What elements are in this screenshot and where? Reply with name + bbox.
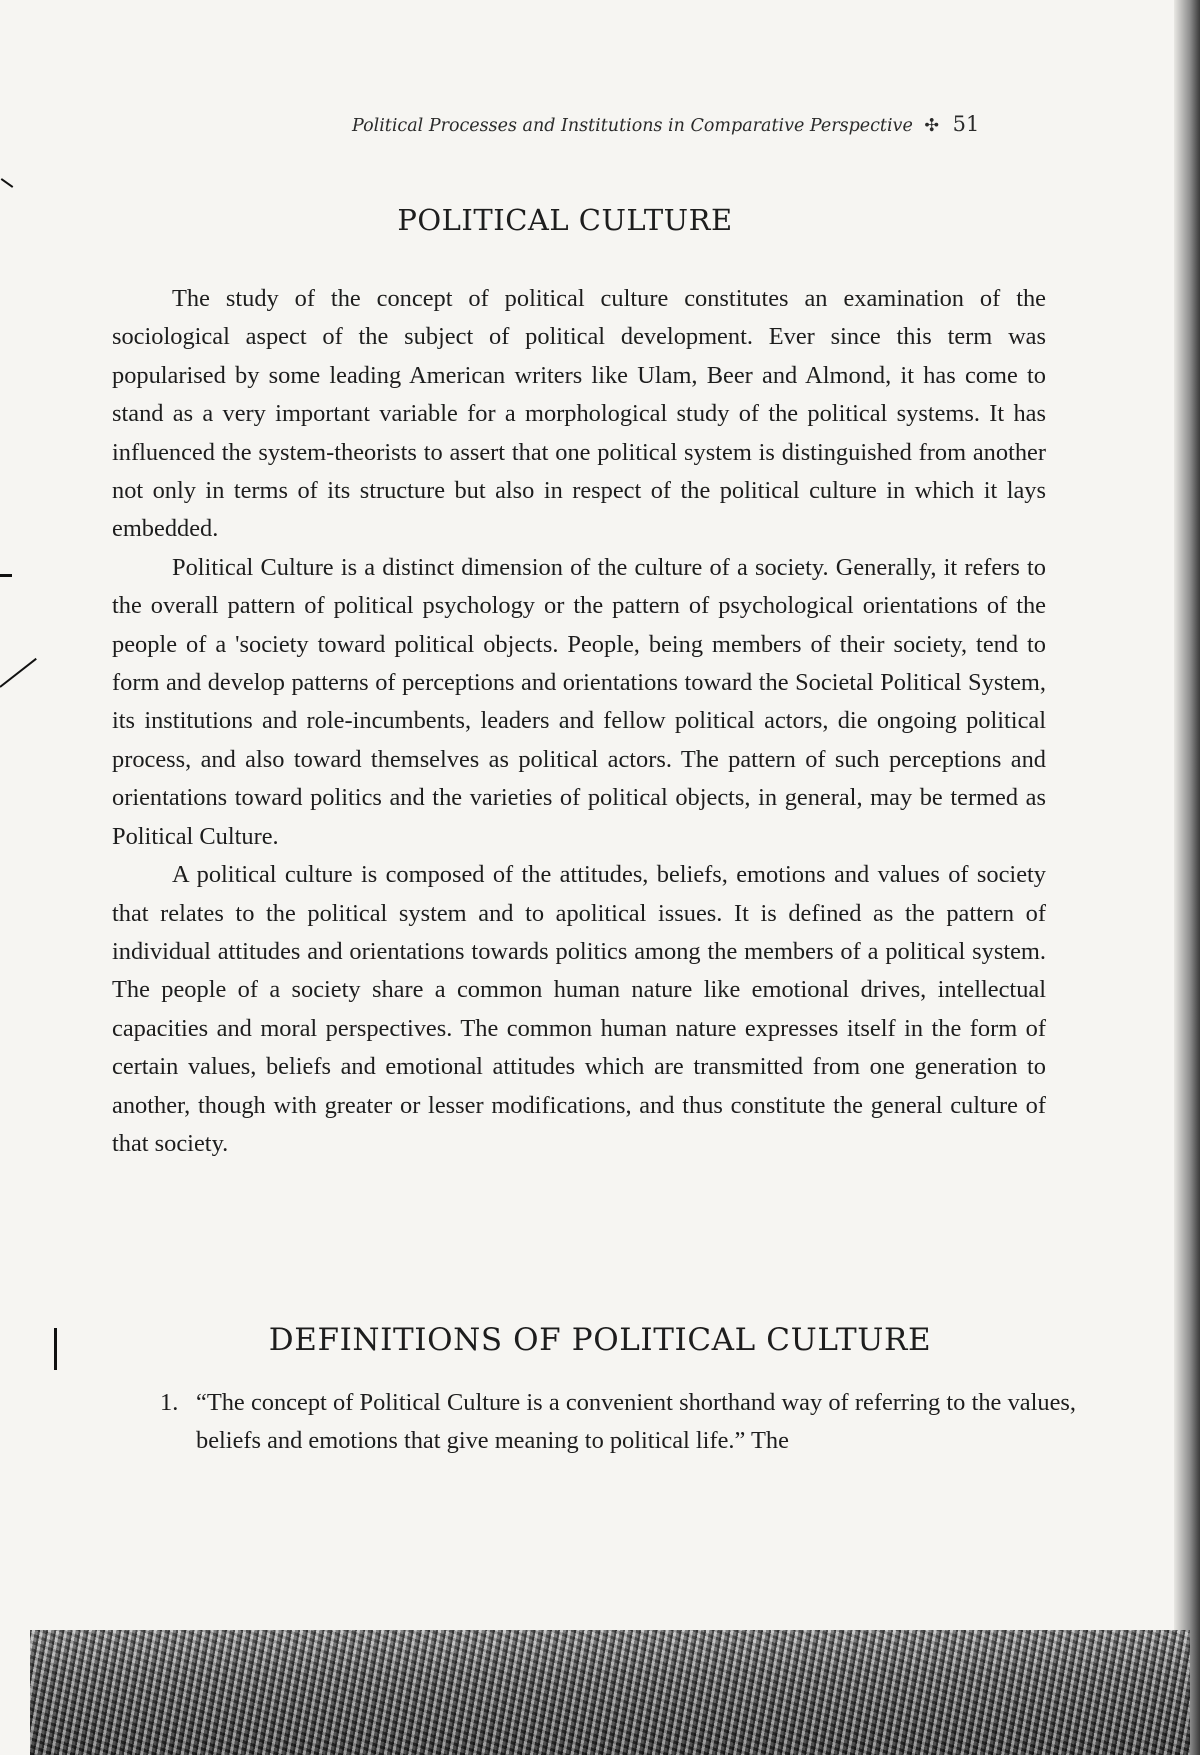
running-header-title: Political Processes and Institutions in Comparative Perspective bbox=[352, 116, 913, 136]
definitions-title-text: DEFINITIONS OF POLITICAL CULTURE bbox=[268, 1321, 932, 1358]
list-item bbox=[160, 1384, 1076, 1461]
margin-mark-slash bbox=[0, 658, 37, 688]
paragraph: Political Culture is a distinct dimension of the culture of a society. Generally, it refers to the overall pattern of political psychology or the pattern of psychological orientations of the people of a 'society toward political objects. People, being members of their society, tend to form and develop patterns of perceptions and orientations toward the Societal Political System, its institutions and role-incumbents, leaders and fellow political actors, die ongoing political process, and also toward themselves as political actors. The pattern of such perceptions and orientations toward politics and the varieties of political objects, in general, may be termed as Political Culture. bbox=[112, 553, 1046, 850]
paragraph: The study of the concept of political culture constitutes an examination of the sociological aspect of the subject of political development. Ever since this term was popularised by some leading American writers like Ulam, Beer and Almond, it has come to stand as a very important variable for a morphological study of the political systems. It has influenced the system-theorists to assert that one political system is distinguished from another not only in terms of its structure but also in respect of the political culture in which it lays embedded. bbox=[112, 285, 1046, 543]
scan-shadow-strip bbox=[30, 1630, 1190, 1755]
ornament-icon: ✣ bbox=[924, 116, 940, 136]
page-edge-shadow bbox=[1174, 0, 1200, 1755]
margin-mark-dash bbox=[0, 574, 12, 577]
body-text bbox=[112, 280, 1046, 1163]
paragraph: A political culture is composed of the attitudes, beliefs, emotions and values of society that relates to the political system and to apolitical issues. It is defined as the pattern of individual attitudes and orientations towards politics among the members of a political system. The people of a society share a common human nature like emotional drives, intellectual capacities and moral perspectives. The common human nature expresses itself in the form of certain values, beliefs and emotional attitudes which are transmitted from one generation to another, though with greater or lesser modifications, and thus constitute the general culture of that society. bbox=[112, 861, 1046, 1157]
running-header bbox=[352, 112, 1032, 136]
definitions-list bbox=[160, 1384, 1076, 1461]
section-title: POLITICAL CULTURE bbox=[397, 203, 733, 238]
margin-mark-top bbox=[1, 178, 14, 188]
definition-text: “The concept of Political Culture is a convenient shorthand way of referring to the values, beliefs and emotions that give meaning to political life.” The bbox=[196, 1389, 1076, 1455]
definition-number: 1. bbox=[160, 1389, 179, 1416]
page-number: 51 bbox=[952, 112, 980, 136]
definitions-title bbox=[0, 1322, 1200, 1358]
